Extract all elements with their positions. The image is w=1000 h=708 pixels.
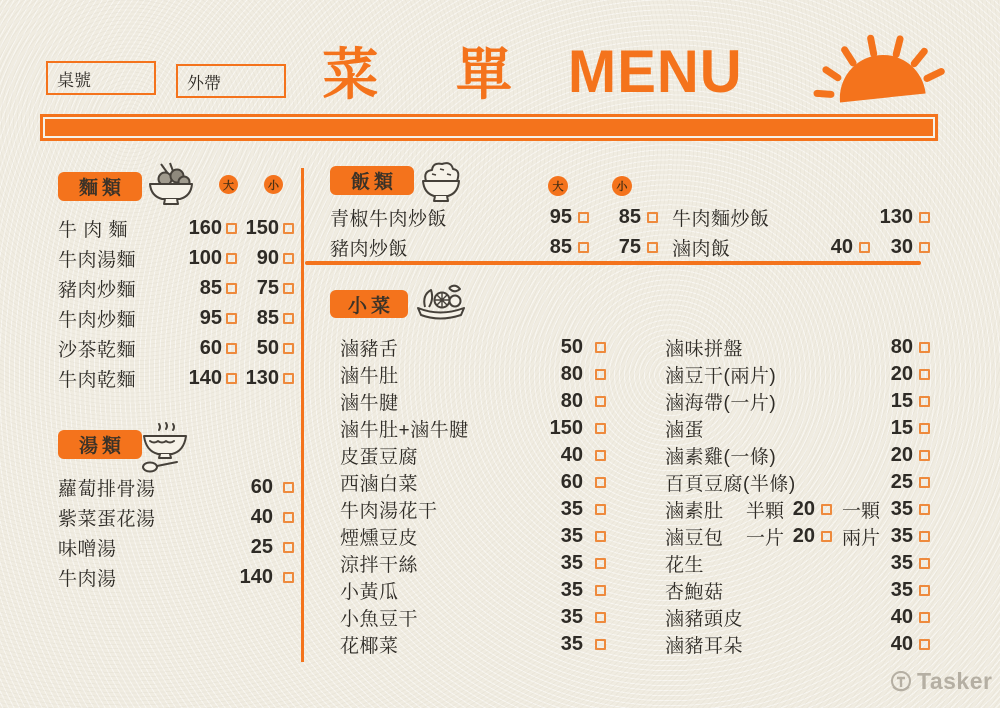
menu-item-row [58,502,294,532]
item-price-2: 80 [890,336,913,358]
item-price: 50 [560,336,583,358]
item-price-2: 40 [890,606,913,628]
menu-item-row [665,577,930,604]
item-checkbox-2[interactable] [919,558,930,569]
item-checkbox[interactable] [595,342,606,353]
item-price: 35 [560,633,583,655]
item-name: 蘿蔔排骨湯 [58,478,156,500]
item-name: 牛肉湯麵 [58,249,137,271]
item-checkbox-1[interactable] [821,531,832,542]
vertical-divider [301,168,304,662]
item-checkbox-2[interactable] [919,639,930,650]
header-divider-bar [40,114,938,141]
item-price: 40 [250,505,273,528]
small-size-checkbox[interactable] [283,253,294,264]
page-title-en: MENU [567,37,743,105]
table-number-label: 桌號 [57,70,91,90]
item-name: 豬肉炒飯 [330,238,409,260]
item-name: 滷蛋 [665,420,705,441]
soups-item-list [58,472,294,592]
menu-item-row [58,472,294,502]
page-title-zh: 菜 單 [322,43,526,106]
item-price-2: 30 [890,235,913,258]
item-checkbox[interactable] [595,558,606,569]
item-price: 60 [250,475,273,498]
item-price: 35 [560,498,583,520]
menu-item-row [665,415,930,442]
menu-item-row [340,577,606,604]
sides-item-list-left [340,334,606,658]
menu-item-row [330,202,658,232]
watermark-logo-icon [888,669,914,695]
menu-item-row [58,303,294,333]
item-price: 35 [560,525,583,547]
menu-item-row [665,631,930,658]
item-price-2: 20 [890,363,913,385]
item-price-2: 35 [890,552,913,574]
small-size-checkbox[interactable] [283,313,294,324]
item-checkbox-1[interactable] [859,242,870,253]
noodles-item-list [58,213,294,393]
menu-item-row [58,363,294,393]
item-checkbox[interactable] [595,450,606,461]
item-price-2: 15 [890,417,913,439]
item-name: 西滷白菜 [340,474,419,495]
item-price-large: 95 [549,205,572,228]
item-name: 味噌湯 [58,538,117,560]
item-price-small: 85 [618,205,641,228]
item-checkbox[interactable] [595,423,606,434]
page-title [300,28,765,114]
item-price-2: 20 [890,444,913,466]
item-name: 豬肉炒麵 [58,279,137,301]
item-name: 滷牛肚 [340,366,399,387]
menu-item-row [330,232,658,262]
large-size-checkbox[interactable] [226,253,237,264]
item-name: 滷豆包 [665,528,724,549]
menu-item-row [665,523,930,550]
item-price-small: 130 [245,366,279,389]
watermark-text: Tasker [917,668,993,694]
item-name: 牛肉乾麵 [58,369,137,391]
menu-item-row [665,469,930,496]
item-name: 牛 肉 麵 [58,219,129,241]
item-variant-label-1: 半顆 [745,501,784,522]
size-small-header: 小 [264,175,283,194]
item-name: 沙茶乾麵 [58,339,137,361]
small-size-checkbox[interactable] [283,373,294,384]
menu-item-row [340,496,606,523]
section-title-rice: 飯類 [330,166,414,195]
item-checkbox[interactable] [595,585,606,596]
small-size-checkbox[interactable] [283,343,294,354]
item-checkbox-2[interactable] [919,242,930,253]
item-price-large: 160 [188,216,222,239]
item-name: 滷素肚 [665,501,724,522]
menu-item-row [58,333,294,363]
menu-item-row [665,388,930,415]
item-price-large: 100 [188,246,222,269]
rice-item-list-right [672,202,930,262]
watermark-logo [888,668,992,695]
menu-item-row [340,550,606,577]
item-price-2: 130 [879,205,913,228]
item-checkbox-2[interactable] [919,531,930,542]
item-name: 青椒牛肉炒飯 [330,208,448,230]
menu-item-row [340,415,606,442]
item-name: 紫菜蛋花湯 [58,508,156,530]
item-name: 滷牛肚+滷牛腱 [340,420,469,441]
menu-item-row [340,469,606,496]
item-checkbox[interactable] [283,572,294,583]
item-price-small: 75 [618,235,641,258]
item-checkbox-2[interactable] [919,450,930,461]
item-price-2: 35 [890,525,913,547]
item-name: 滷海帶(一片) [665,393,777,414]
item-name: 牛肉麵炒飯 [672,208,770,230]
small-size-checkbox[interactable] [647,242,658,253]
large-size-checkbox[interactable] [226,343,237,354]
item-name: 滷味拼盤 [665,339,744,360]
item-name: 百頁豆腐(半條) [665,474,796,495]
noodle-bowl-icon [147,162,195,211]
item-name: 滷素雞(一條) [665,447,777,468]
item-checkbox-2[interactable] [919,342,930,353]
menu-item-row [665,496,930,523]
menu-item-row [340,523,606,550]
takeout-field[interactable] [176,64,286,98]
menu-item-row [665,550,930,577]
menu-item-row [672,202,930,232]
menu-item-row [340,334,606,361]
menu-item-row [665,604,930,631]
menu-item-row [340,442,606,469]
item-price: 60 [560,471,583,493]
item-checkbox[interactable] [595,612,606,623]
item-price-large: 60 [199,336,222,359]
item-price: 35 [560,606,583,628]
takeout-label: 外帶 [187,73,221,93]
item-name: 滷豬耳朵 [665,636,744,657]
item-price: 80 [560,390,583,412]
menu-item-row [672,232,930,262]
item-price-2: 35 [890,579,913,601]
item-price-1: 20 [792,525,815,547]
item-price-1: 20 [792,498,815,520]
item-price-large: 85 [199,276,222,299]
item-name: 滷牛腱 [340,393,399,414]
item-price-2: 25 [890,471,913,493]
menu-item-row [58,213,294,243]
section-title-soups: 湯類 [58,430,142,459]
small-size-checkbox[interactable] [647,212,658,223]
item-name: 滷肉飯 [672,238,731,260]
item-checkbox[interactable] [283,512,294,523]
item-name: 杏鮑菇 [665,582,724,603]
item-variant-label-2: 兩片 [841,528,880,549]
rice-item-list-left [330,202,658,262]
large-size-checkbox[interactable] [226,223,237,234]
large-size-checkbox[interactable] [226,373,237,384]
item-name: 滷豬頭皮 [665,609,744,630]
item-checkbox-2[interactable] [919,585,930,596]
size-large-header: 大 [548,176,568,196]
menu-item-row [665,361,930,388]
item-name: 滷豬舌 [340,339,399,360]
section-title-noodles: 麵類 [58,172,142,201]
menu-item-row [340,361,606,388]
item-checkbox[interactable] [595,396,606,407]
item-price-large: 95 [199,306,222,329]
item-name: 牛肉炒麵 [58,309,137,331]
item-name: 牛肉湯 [58,568,117,590]
item-price-small: 75 [256,276,279,299]
menu-item-row [58,243,294,273]
item-price-large: 85 [549,235,572,258]
item-checkbox-2[interactable] [919,477,930,488]
menu-item-row [340,631,606,658]
item-price: 35 [560,579,583,601]
item-name: 涼拌干絲 [340,555,419,576]
item-name: 花生 [665,555,705,576]
item-name: 花椰菜 [340,636,399,657]
item-price-small: 150 [245,216,279,239]
item-price-small: 90 [256,246,279,269]
small-size-checkbox[interactable] [283,223,294,234]
item-name: 小魚豆干 [340,609,419,630]
table-number-field[interactable] [46,61,156,95]
side-dish-plate-icon [412,279,470,328]
sides-item-list-right [665,334,930,658]
item-price-2: 40 [890,633,913,655]
large-size-checkbox[interactable] [578,212,589,223]
menu-item-row [340,604,606,631]
item-name: 煙燻豆皮 [340,528,419,549]
sun-icon [805,20,955,115]
item-variant-label-1: 一片 [745,528,784,549]
small-size-checkbox[interactable] [283,283,294,294]
item-checkbox-2[interactable] [919,396,930,407]
item-checkbox[interactable] [595,504,606,515]
item-price-2: 15 [890,390,913,412]
item-price: 150 [549,417,583,439]
item-checkbox-2[interactable] [919,612,930,623]
item-price-small: 85 [256,306,279,329]
item-price-1: 40 [830,235,853,258]
menu-item-row [340,388,606,415]
item-price-large: 140 [188,366,222,389]
menu-item-row [58,562,294,592]
item-name: 牛肉湯花干 [340,501,438,522]
menu-item-row [58,532,294,562]
large-size-checkbox[interactable] [578,242,589,253]
item-price-small: 50 [256,336,279,359]
item-name: 小黃瓜 [340,582,399,603]
menu-item-row [665,334,930,361]
item-name: 皮蛋豆腐 [340,447,419,468]
item-name: 滷豆干(兩片) [665,366,777,387]
item-checkbox-2[interactable] [919,369,930,380]
item-price: 35 [560,552,583,574]
item-price-2: 35 [890,498,913,520]
item-checkbox[interactable] [595,477,606,488]
item-price: 140 [239,565,273,588]
size-small-header: 小 [612,176,632,196]
section-title-sides: 小菜 [330,290,408,318]
item-checkbox-2[interactable] [919,504,930,515]
item-checkbox[interactable] [595,639,606,650]
item-price: 25 [250,535,273,558]
menu-item-row [58,273,294,303]
item-variant-label-2: 一顆 [841,501,880,522]
large-size-checkbox[interactable] [226,313,237,324]
item-checkbox-2[interactable] [919,212,930,223]
item-checkbox[interactable] [283,482,294,493]
item-price: 40 [560,444,583,466]
item-checkbox[interactable] [283,542,294,553]
menu-item-row [665,442,930,469]
item-checkbox[interactable] [595,369,606,380]
size-large-header: 大 [219,175,238,194]
item-checkbox[interactable] [595,531,606,542]
large-size-checkbox[interactable] [226,283,237,294]
item-checkbox-1[interactable] [821,504,832,515]
item-price: 80 [560,363,583,385]
item-checkbox-2[interactable] [919,423,930,434]
